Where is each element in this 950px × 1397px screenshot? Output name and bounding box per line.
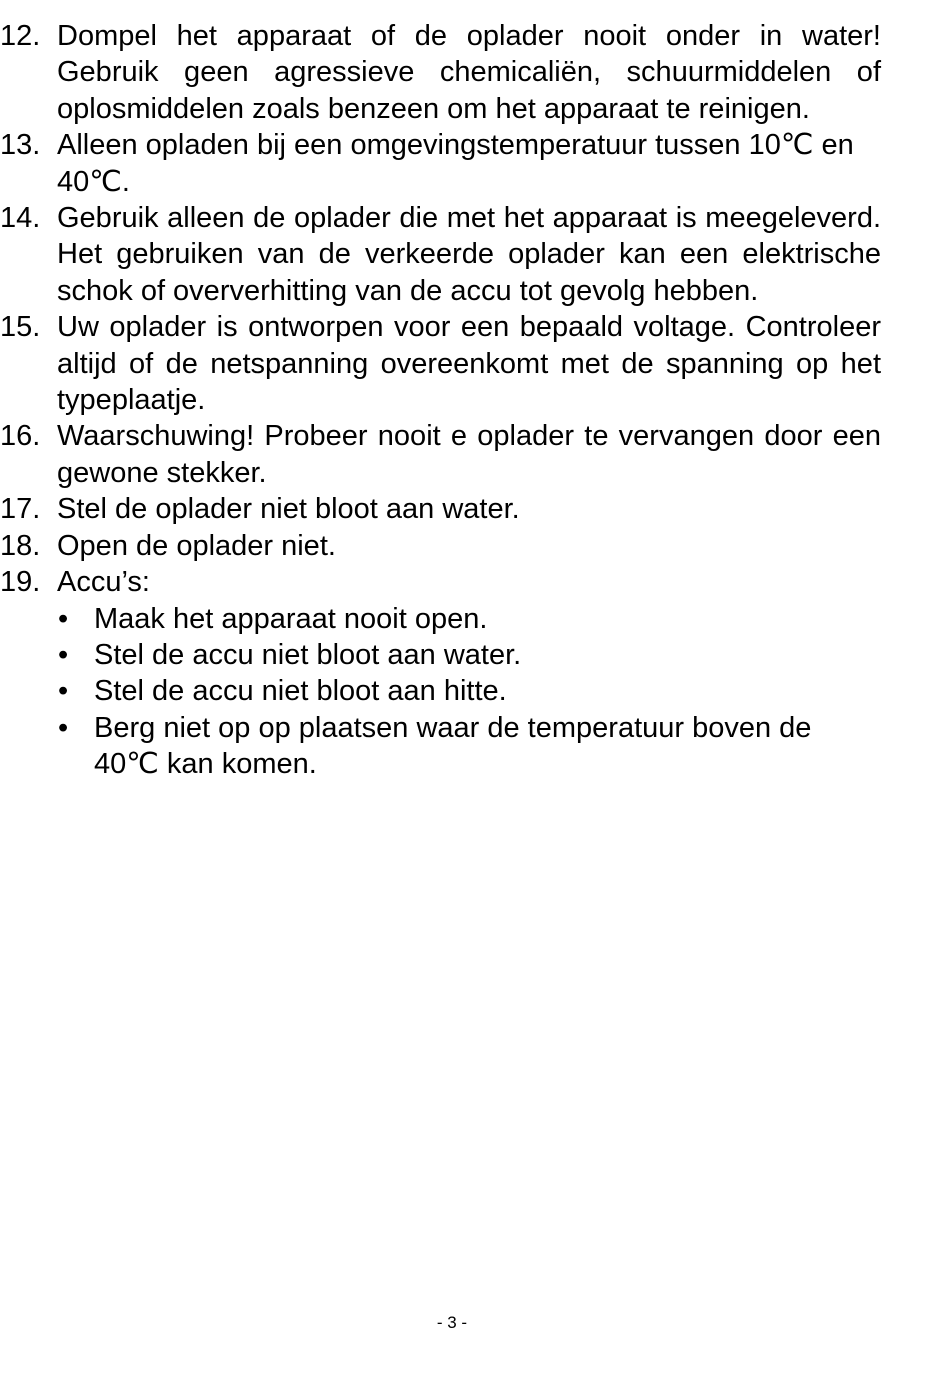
bullet-item [57, 710, 881, 783]
item-number: 14. [0, 202, 41, 235]
item-number: 19. [0, 566, 41, 599]
bullet-icon: • [58, 602, 69, 635]
instruction-list [0, 18, 881, 783]
list-item-14 [0, 200, 881, 309]
bullet-icon: • [58, 638, 69, 671]
list-item-17 [0, 491, 881, 527]
bullet-item [57, 637, 881, 673]
bullet-icon: • [58, 711, 69, 744]
bullet-item [57, 601, 881, 637]
item-number: 18. [0, 529, 41, 562]
item-text: Dompel het apparaat of de oplader nooit onder in water! Gebruik geen agressieve chemicaliën, schuurmiddelen of oplosmiddelen zoals benzeen om het apparaat te reinigen. [57, 20, 881, 125]
list-item-13 [0, 127, 881, 200]
item-number: 12. [0, 20, 41, 52]
list-item-16 [0, 418, 881, 491]
page-number: - 3 - [436, 1313, 468, 1332]
item-text: Waarschuwing! Probeer nooit e oplader te vervangen door een gewone stekker. [57, 420, 881, 489]
item-text: Gebruik alleen de oplader die met het apparaat is meegeleverd. Het gebruiken van de verkeerde oplader kan een elektrische schok of oververhitting van de accu tot gevolg hebben. [57, 202, 881, 307]
item-text: Stel de oplader niet bloot aan water. [57, 493, 520, 526]
list-item-15 [0, 309, 881, 418]
bullet-text: Berg niet op op plaatsen waar de temperatuur boven de 40℃ kan komen. [94, 711, 812, 781]
bullet-text: Maak het apparaat nooit open. [94, 602, 488, 635]
bullet-text: Stel de accu niet bloot aan hitte. [94, 675, 507, 708]
item-text: Alleen opladen bij een omgevingstemperatuur tussen 10℃ en 40℃. [57, 129, 854, 198]
list-item-18 [0, 528, 881, 564]
item-text: Open de oplader niet. [57, 529, 336, 562]
list-item-12 [0, 18, 881, 127]
item-number: 16. [0, 420, 41, 453]
bullet-item [57, 673, 881, 709]
item-text: Uw oplader is ontworpen voor een bepaald voltage. Controleer altijd of de netspanning overeenkomt met de spanning op het typeplaatje. [57, 311, 881, 417]
item-text: Accu’s: [57, 566, 150, 599]
battery-bullet-list [57, 601, 881, 783]
bullet-text: Stel de accu niet bloot aan water. [94, 638, 522, 671]
item-number: 15. [0, 311, 41, 344]
item-number: 13. [0, 129, 41, 162]
bullet-icon: • [58, 675, 69, 708]
list-item-19 [0, 564, 881, 600]
item-number: 17. [0, 493, 41, 526]
